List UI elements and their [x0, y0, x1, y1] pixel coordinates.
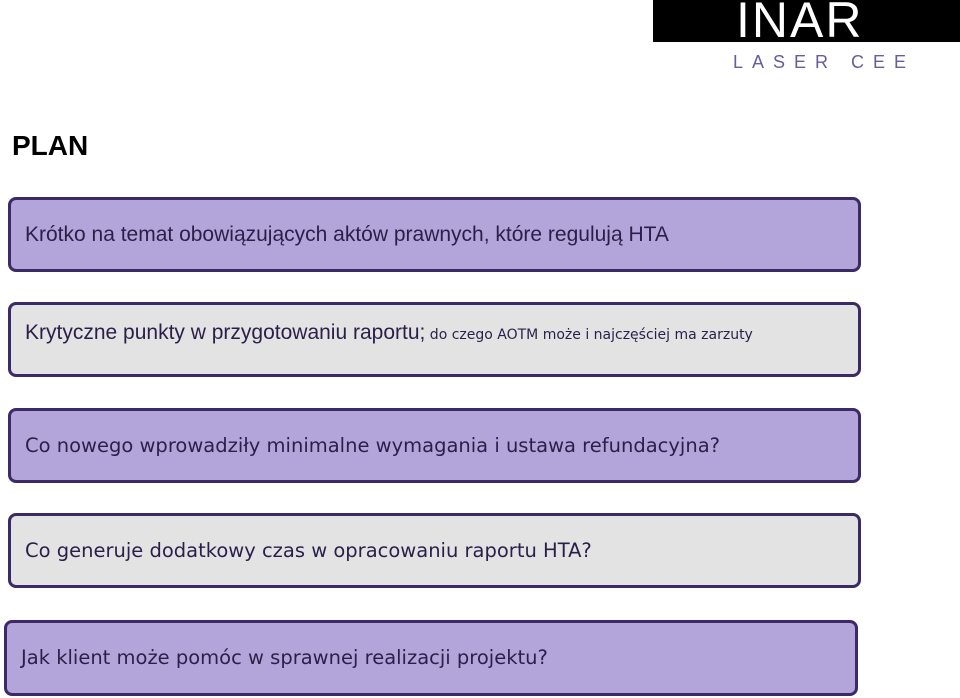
plan-item-4	[8, 513, 861, 588]
page-title: PLAN	[12, 130, 89, 161]
plan-item-small-text: do czego AOTM może i najczęściej ma zarzuty	[425, 327, 753, 343]
plan-item-text: Jak klient może pomóc w sprawnej realizacji projektu?	[21, 646, 548, 669]
plan-item-text	[25, 319, 753, 349]
plan-item-text: Co nowego wprowadziły minimalne wymagania i ustawa refundacyjna?	[25, 433, 720, 457]
plan-item-main-text: Krytyczne punkty w przygotowaniu raportu;	[25, 321, 426, 344]
plan-item-text: Co generuje dodatkowy czas w opracowaniu raportu HTA?	[25, 538, 592, 562]
plan-item-3	[8, 408, 861, 483]
plan-item-text: Krótko na temat obowiązujących aktów prawnych, które regulują HTA	[25, 222, 669, 246]
logo-main-text: INAR	[736, 0, 864, 48]
plan-item-2	[8, 302, 861, 377]
plan-item-1	[8, 197, 861, 272]
plan-item-5	[4, 620, 858, 696]
logo-sub-text: LASER CEE	[733, 52, 916, 72]
